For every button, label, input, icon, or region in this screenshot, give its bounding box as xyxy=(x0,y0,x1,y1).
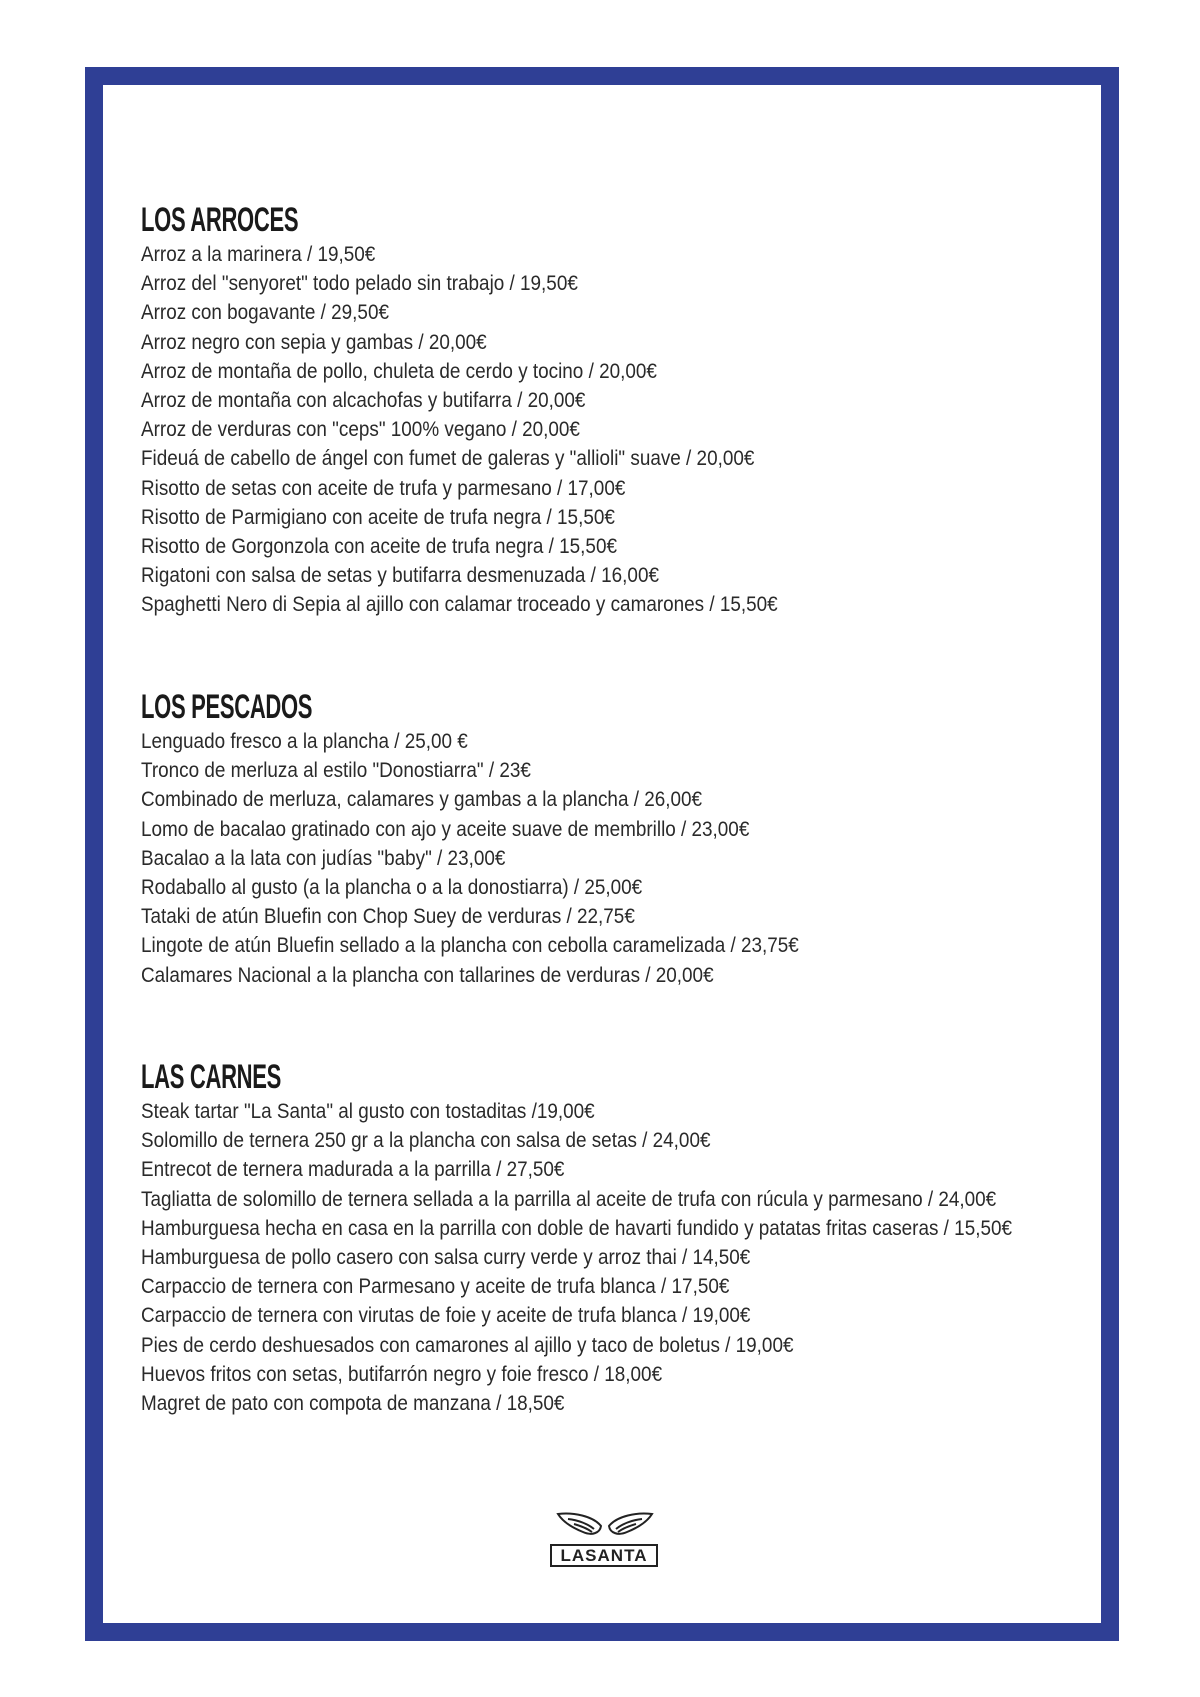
menu-item: Carpaccio de ternera con Parmesano y aceite de trufa blanca / 17,50€ xyxy=(141,1275,730,1299)
menu-item: Combinado de merluza, calamares y gambas a la plancha / 26,00€ xyxy=(141,788,703,812)
lasanta-logo xyxy=(548,1506,662,1570)
menu-item: Calamares Nacional a la plancha con tallarines de verduras / 20,00€ xyxy=(141,963,714,987)
menu-item: Bacalao a la lata con judías "baby" / 23,00€ xyxy=(141,846,506,870)
menu-item: Arroz de montaña de pollo, chuleta de cerdo y tocino / 20,00€ xyxy=(141,359,657,383)
menu-item: Entrecot de ternera madurada a la parrilla / 27,50€ xyxy=(141,1158,565,1182)
menu-item: Hamburguesa hecha en casa en la parrilla con doble de havarti fundido y patatas fritas caseras / 15,50€ xyxy=(141,1216,1012,1240)
menu-item: Tagliatta de solomillo de ternera sellada a la parrilla al aceite de trufa con rúcula y parmesano / 24,00€ xyxy=(141,1187,997,1211)
menu-item: Risotto de Gorgonzola con aceite de trufa negra / 15,50€ xyxy=(141,535,617,559)
logo-wordmark: LASANTA xyxy=(550,1544,658,1567)
menu-item: Lenguado fresco a la plancha / 25,00 € xyxy=(141,730,468,753)
menu-item: Tataki de atún Bluefin con Chop Suey de verduras / 22,75€ xyxy=(141,905,635,929)
menu-item: Rigatoni con salsa de setas y butifarra desmenuzada / 16,00€ xyxy=(141,564,659,588)
menu-item: Rodaballo al gusto (a la plancha o a la donostiarra) / 25,00€ xyxy=(141,876,643,900)
menu-item: Huevos fritos con setas, butifarrón negro y foie fresco / 18,00€ xyxy=(141,1362,663,1386)
menu-item: Lomo de bacalao gratinado con ajo y aceite suave de membrillo / 23,00€ xyxy=(141,817,750,841)
section-carnes xyxy=(141,1059,1012,1418)
menu-item: Risotto de Parmigiano con aceite de trufa negra / 15,50€ xyxy=(141,505,615,529)
section-title: LOS ARROCES xyxy=(141,201,299,239)
menu-item: Hamburguesa de pollo casero con salsa curry verde y arroz thai / 14,50€ xyxy=(141,1246,751,1270)
menu-item: Spaghetti Nero di Sepia al ajillo con calamar troceado y camarones / 15,50€ xyxy=(141,593,778,617)
wings-icon xyxy=(548,1506,662,1542)
menu-item: Arroz con bogavante / 29,50€ xyxy=(141,301,389,325)
menu-item: Magret de pato con compota de manzana / 18,50€ xyxy=(141,1392,565,1416)
menu-item: Arroz del "senyoret" todo pelado sin trabajo / 19,50€ xyxy=(141,272,578,296)
menu-item-list xyxy=(141,1097,1012,1418)
menu-item: Arroz a la marinera / 19,50€ xyxy=(141,243,376,266)
menu-item: Arroz de verduras con "ceps" 100% vegano / 20,00€ xyxy=(141,418,580,442)
menu-item: Fideuá de cabello de ángel con fumet de galeras y "allioli" suave / 20,00€ xyxy=(141,447,755,471)
menu-item: Risotto de setas con aceite de trufa y parmesano / 17,00€ xyxy=(141,476,626,500)
menu-item-list xyxy=(141,727,799,990)
menu-item: Arroz negro con sepia y gambas / 20,00€ xyxy=(141,330,487,354)
menu-item: Pies de cerdo deshuesados con camarones al ajillo y taco de boletus / 19,00€ xyxy=(141,1333,794,1357)
menu-item: Steak tartar "La Santa" al gusto con tostaditas /19,00€ xyxy=(141,1100,595,1123)
section-arroces xyxy=(141,202,778,620)
menu-item: Solomillo de ternera 250 gr a la plancha con salsa de setas / 24,00€ xyxy=(141,1129,711,1153)
section-title: LOS PESCADOS xyxy=(141,688,313,726)
menu-item-list xyxy=(141,240,778,620)
menu-item: Arroz de montaña con alcachofas y butifarra / 20,00€ xyxy=(141,389,586,413)
menu-item: Carpaccio de ternera con virutas de foie y aceite de trufa blanca / 19,00€ xyxy=(141,1304,751,1328)
menu-item: Tronco de merluza al estilo "Donostiarra" / 23€ xyxy=(141,759,531,783)
menu-item: Lingote de atún Bluefin sellado a la plancha con cebolla caramelizada / 23,75€ xyxy=(141,934,799,958)
section-title: LAS CARNES xyxy=(141,1058,281,1096)
section-pescados xyxy=(141,689,799,990)
